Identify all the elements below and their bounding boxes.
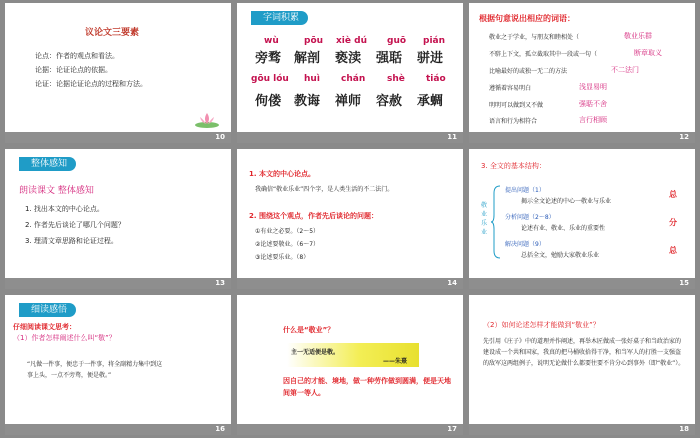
list-item: ①有业之必要。（2～5） bbox=[255, 228, 320, 235]
vocab-word: 强聒 bbox=[376, 51, 403, 66]
pinyin: pián bbox=[423, 36, 446, 46]
pinyin: pōu bbox=[304, 36, 324, 46]
slide-footer bbox=[5, 278, 231, 289]
slide-footer bbox=[469, 132, 695, 143]
pinyin: gōu lóu bbox=[251, 74, 289, 84]
list-item: ③论述要乐业。（8） bbox=[255, 254, 310, 261]
slide-number: 10 bbox=[215, 133, 225, 141]
vocab-word: 旁骛 bbox=[255, 51, 282, 66]
slide-12[interactable] bbox=[469, 3, 695, 143]
pinyin: huì bbox=[304, 74, 320, 84]
sub-question: （1）作者怎样阐述什么叫“敬”？ bbox=[13, 334, 116, 342]
slide-10[interactable] bbox=[5, 3, 231, 143]
slide-title: 根据句意说出相应的词语： bbox=[479, 14, 575, 23]
part-tag: 分 bbox=[669, 218, 677, 227]
slide-18[interactable] bbox=[469, 295, 695, 435]
part-tag: 总 bbox=[669, 246, 677, 255]
slide-number: 15 bbox=[679, 279, 689, 287]
slide-title: 3. 全文的基本结构： bbox=[481, 162, 546, 170]
text-line: 论证：论据论证论点的过程和方法。 bbox=[35, 80, 147, 88]
slide-number: 17 bbox=[447, 425, 457, 433]
question-heading: 什么是“敬业”？ bbox=[283, 326, 335, 334]
answer-text: 强聒不舍 bbox=[579, 100, 607, 108]
answer-paragraph: 先引用《庄子》中的道理并作阐述，再举木匠做成一张好桌子和当政治家的建设成一个共和国家，我真的把马桶收拾得干净，和当军人的打胜一支强盗的敌军这两组例子，说明无论做什么都要往要不肯分心到事外（即“敬业”）。 bbox=[483, 338, 685, 367]
question-text: 敬业之于学业，与朋友和睦相处（ bbox=[489, 34, 580, 41]
slide-number: 13 bbox=[215, 279, 225, 287]
slide-17[interactable] bbox=[237, 295, 463, 435]
list-item: 3. 理清文章思路和论证过程。 bbox=[25, 237, 118, 245]
pinyin: shè bbox=[387, 74, 405, 84]
slide-title: 议论文三要素 bbox=[85, 28, 140, 38]
slide-13[interactable] bbox=[5, 149, 231, 289]
paragraph: 我确信“敬业乐业”四个字，是人类生活的不二法门。 bbox=[255, 186, 394, 193]
slide-14[interactable] bbox=[237, 149, 463, 289]
part-heading: 提出问题（1） bbox=[505, 187, 545, 194]
slide-11[interactable] bbox=[237, 3, 463, 143]
answer-text: 断章取义 bbox=[634, 49, 662, 57]
brace-icon bbox=[491, 185, 501, 259]
section-heading: 2. 围绕这个观点，作者先后谈论的问题： bbox=[249, 212, 378, 220]
part-heading: 分析问题（2～8） bbox=[505, 214, 555, 221]
vocab-word: 亵渎 bbox=[335, 51, 362, 66]
slide-number: 14 bbox=[447, 279, 457, 287]
slide-number: 12 bbox=[679, 133, 689, 141]
slide-footer bbox=[469, 424, 695, 435]
vocab-word: 容赦 bbox=[376, 94, 403, 109]
answer-text: 言行相顾 bbox=[579, 116, 607, 124]
vocab-word: 教诲 bbox=[294, 94, 321, 109]
slide-16[interactable] bbox=[5, 295, 231, 435]
section-banner: 字词积累 bbox=[251, 11, 308, 25]
quote-text: 主一无适便是敬。 bbox=[291, 349, 340, 356]
slide-footer bbox=[469, 278, 695, 289]
quote-line: “凡做一件事，便忠于一件事，将全副精力集中到这 bbox=[27, 361, 163, 368]
quote-author: ——朱熹 bbox=[383, 358, 408, 365]
vocab-word: 骈进 bbox=[417, 51, 444, 66]
answer-text: 不二法门 bbox=[611, 66, 639, 74]
part-tag: 总 bbox=[669, 190, 677, 199]
question-heading: 仔细阅读课文思考： bbox=[13, 323, 76, 331]
pinyin: xiè dú bbox=[336, 36, 367, 46]
slide-footer bbox=[237, 424, 463, 435]
slide-footer bbox=[237, 278, 463, 289]
vocab-word: 承蜩 bbox=[417, 94, 444, 109]
question-text: 不騂上下文，孤立截取其中一段或一句（ bbox=[489, 51, 598, 58]
part-desc: 论述有业、敬业、乐业的重要性 bbox=[521, 225, 606, 232]
slide-number: 18 bbox=[679, 425, 689, 433]
slide-footer bbox=[237, 132, 463, 143]
lotus-icon bbox=[193, 109, 221, 129]
structure-left-label: 敬业乐业 bbox=[481, 202, 488, 236]
question-heading: （2）如何论述怎样才能做到“敬业”？ bbox=[483, 321, 600, 329]
question-text: 明明可以做到又不做 bbox=[489, 102, 544, 109]
list-item: ②论述要敬业。（6～7） bbox=[255, 241, 320, 248]
slide-subtitle: 朗读课文 整体感知 bbox=[19, 186, 94, 196]
slide-footer bbox=[5, 132, 231, 143]
slide-number: 16 bbox=[215, 425, 225, 433]
pinyin: chán bbox=[341, 74, 366, 84]
question-text: 遵循着容易明白 bbox=[489, 85, 532, 92]
answer-paragraph: 因自己的才能、境地，做一种劳作做到圆满，便是天地间第一等人。 bbox=[283, 377, 451, 397]
list-item: 2. 作者先后谈论了哪几个问题？ bbox=[25, 221, 125, 229]
slide-number: 11 bbox=[447, 133, 457, 141]
vocab-word: 佝偻 bbox=[255, 94, 282, 109]
pinyin: guō bbox=[387, 36, 407, 46]
question-text: 比喻最好的或独一无二的方法 bbox=[489, 68, 568, 75]
vocab-word: 禅师 bbox=[335, 94, 362, 109]
quote-box bbox=[287, 343, 419, 367]
list-item: 1. 找出本文的中心论点。 bbox=[25, 205, 104, 213]
part-heading: 解决问题（9） bbox=[505, 241, 545, 248]
text-line: 论点：作者的观点和看法。 bbox=[35, 52, 119, 60]
pinyin: tiáo bbox=[426, 74, 446, 84]
part-desc: 总括全文，勉励大家敬业乐业 bbox=[521, 252, 600, 259]
section-banner: 细读感悟 bbox=[19, 303, 76, 317]
vocab-word: 解剖 bbox=[294, 51, 321, 66]
part-desc: 揭示全文论述的中心一敬业与乐业 bbox=[521, 198, 612, 205]
quote-line: 事上头，一点不旁骛，便是敬。” bbox=[27, 372, 112, 379]
section-banner: 整体感知 bbox=[19, 157, 76, 171]
answer-text: 敬业乐群 bbox=[624, 32, 652, 40]
slide-footer bbox=[5, 424, 231, 435]
question-text: 语言和行为相符合 bbox=[489, 118, 538, 125]
answer-text: 浅显易明 bbox=[579, 83, 607, 91]
section-heading: 1. 本文的中心论点。 bbox=[249, 170, 315, 178]
slide-15[interactable] bbox=[469, 149, 695, 289]
text-line: 论据：论证论点的依据。 bbox=[35, 66, 112, 74]
pinyin: wù bbox=[264, 36, 279, 46]
